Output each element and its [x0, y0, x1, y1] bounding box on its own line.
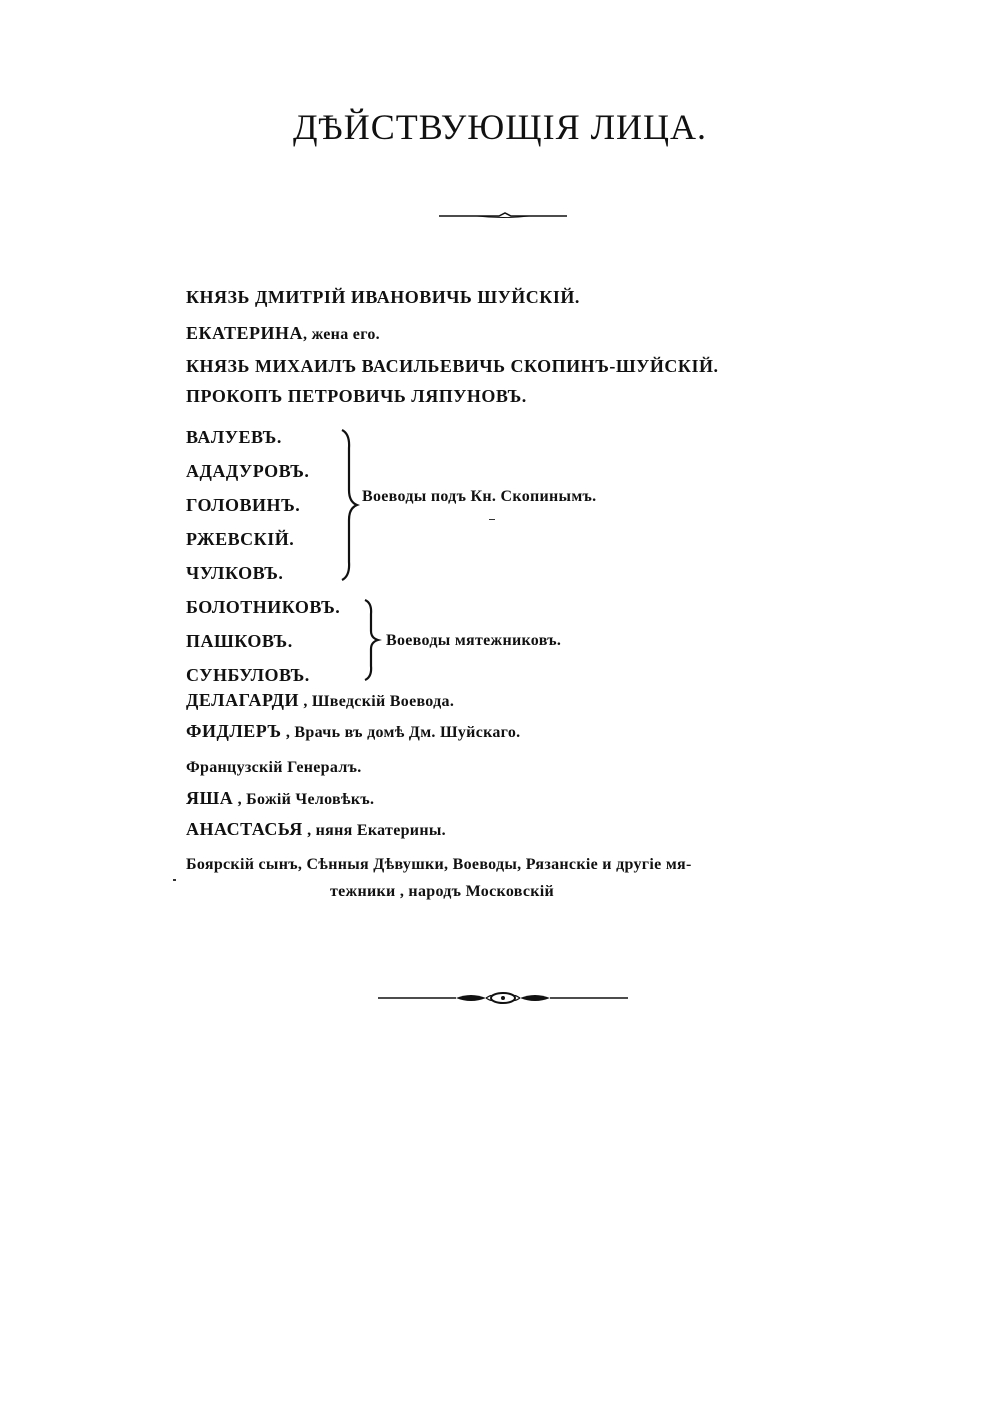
end-ornament-icon — [376, 988, 630, 1008]
group-member: РЖЕВСКІЙ. — [186, 529, 295, 549]
character-entry — [186, 356, 718, 377]
character-entry — [186, 756, 362, 777]
character-entry — [186, 788, 374, 809]
closing-text: Боярскій сынъ, Сѣнныя Дѣвушки, Воеводы, Рязанскіе и другіе мя- — [186, 856, 692, 873]
title-ornament-icon — [437, 210, 569, 222]
character-description: , жена его. — [302, 326, 380, 343]
group-label: Воеводы подъ Кн. Скопинымъ. — [362, 488, 597, 505]
group-member: ЧУЛКОВЪ. — [186, 563, 284, 583]
voivodes-group-skopin — [186, 420, 309, 590]
character-name: ФИДЛЕРЪ — [186, 721, 282, 741]
group-member: АДАДУРОВЪ. — [186, 461, 310, 481]
group-member: ВАЛУЕВЪ. — [186, 427, 282, 447]
character-entry — [186, 690, 454, 711]
character-name: КНЯЗЬ МИХАИЛЪ ВАСИЛЬЕВИЧЬ СКОПИНЪ-ШУЙСКІЙ. — [186, 356, 719, 376]
character-entry — [186, 819, 446, 840]
character-name: АНАСТАСЬЯ — [186, 819, 303, 839]
group-member: ПАШКОВЪ. — [186, 631, 293, 651]
character-description: , Шведскій Воевода. — [299, 693, 455, 710]
group-label: Воеводы мятежниковъ. — [386, 632, 562, 649]
stray-mark — [489, 519, 495, 520]
curly-brace-icon — [336, 428, 360, 582]
group-member: СУНБУЛОВЪ. — [186, 665, 310, 685]
voivodes-group-rebels — [186, 590, 340, 692]
group-member: ГОЛОВИНЪ. — [186, 495, 301, 515]
character-description: , Божій Человѣкъ. — [233, 791, 375, 808]
character-description: , няня Екатерины. — [302, 822, 446, 839]
character-name: ЕКАТЕРИНА — [186, 323, 303, 343]
character-entry — [186, 386, 527, 407]
character-name: ЯША — [186, 788, 234, 808]
stray-mark — [173, 879, 176, 881]
character-name: КНЯЗЬ ДМИТРІЙ ИВАНОВИЧЬ ШУЙСКІЙ. — [186, 287, 580, 307]
curly-brace-icon — [360, 598, 382, 682]
character-name: ДЕЛАГАРДИ — [186, 690, 300, 710]
character-entry — [186, 323, 380, 344]
character-entry — [186, 721, 520, 742]
character-entry — [186, 287, 580, 308]
page-title: ДѢЙСТВУЮЩІЯ ЛИЦА. — [292, 107, 708, 147]
closing-continuation: тежники , народъ Московскій — [330, 883, 555, 900]
character-description: , Врачь въ домѣ Дм. Шуйскаго. — [281, 724, 521, 741]
closing-line — [186, 853, 692, 874]
character-description: Французскій Генералъ. — [186, 759, 362, 776]
character-name: ПРОКОПЪ ПЕТРОВИЧЬ ЛЯПУНОВЪ. — [186, 386, 527, 406]
group-member: БОЛОТНИКОВЪ. — [186, 597, 341, 617]
